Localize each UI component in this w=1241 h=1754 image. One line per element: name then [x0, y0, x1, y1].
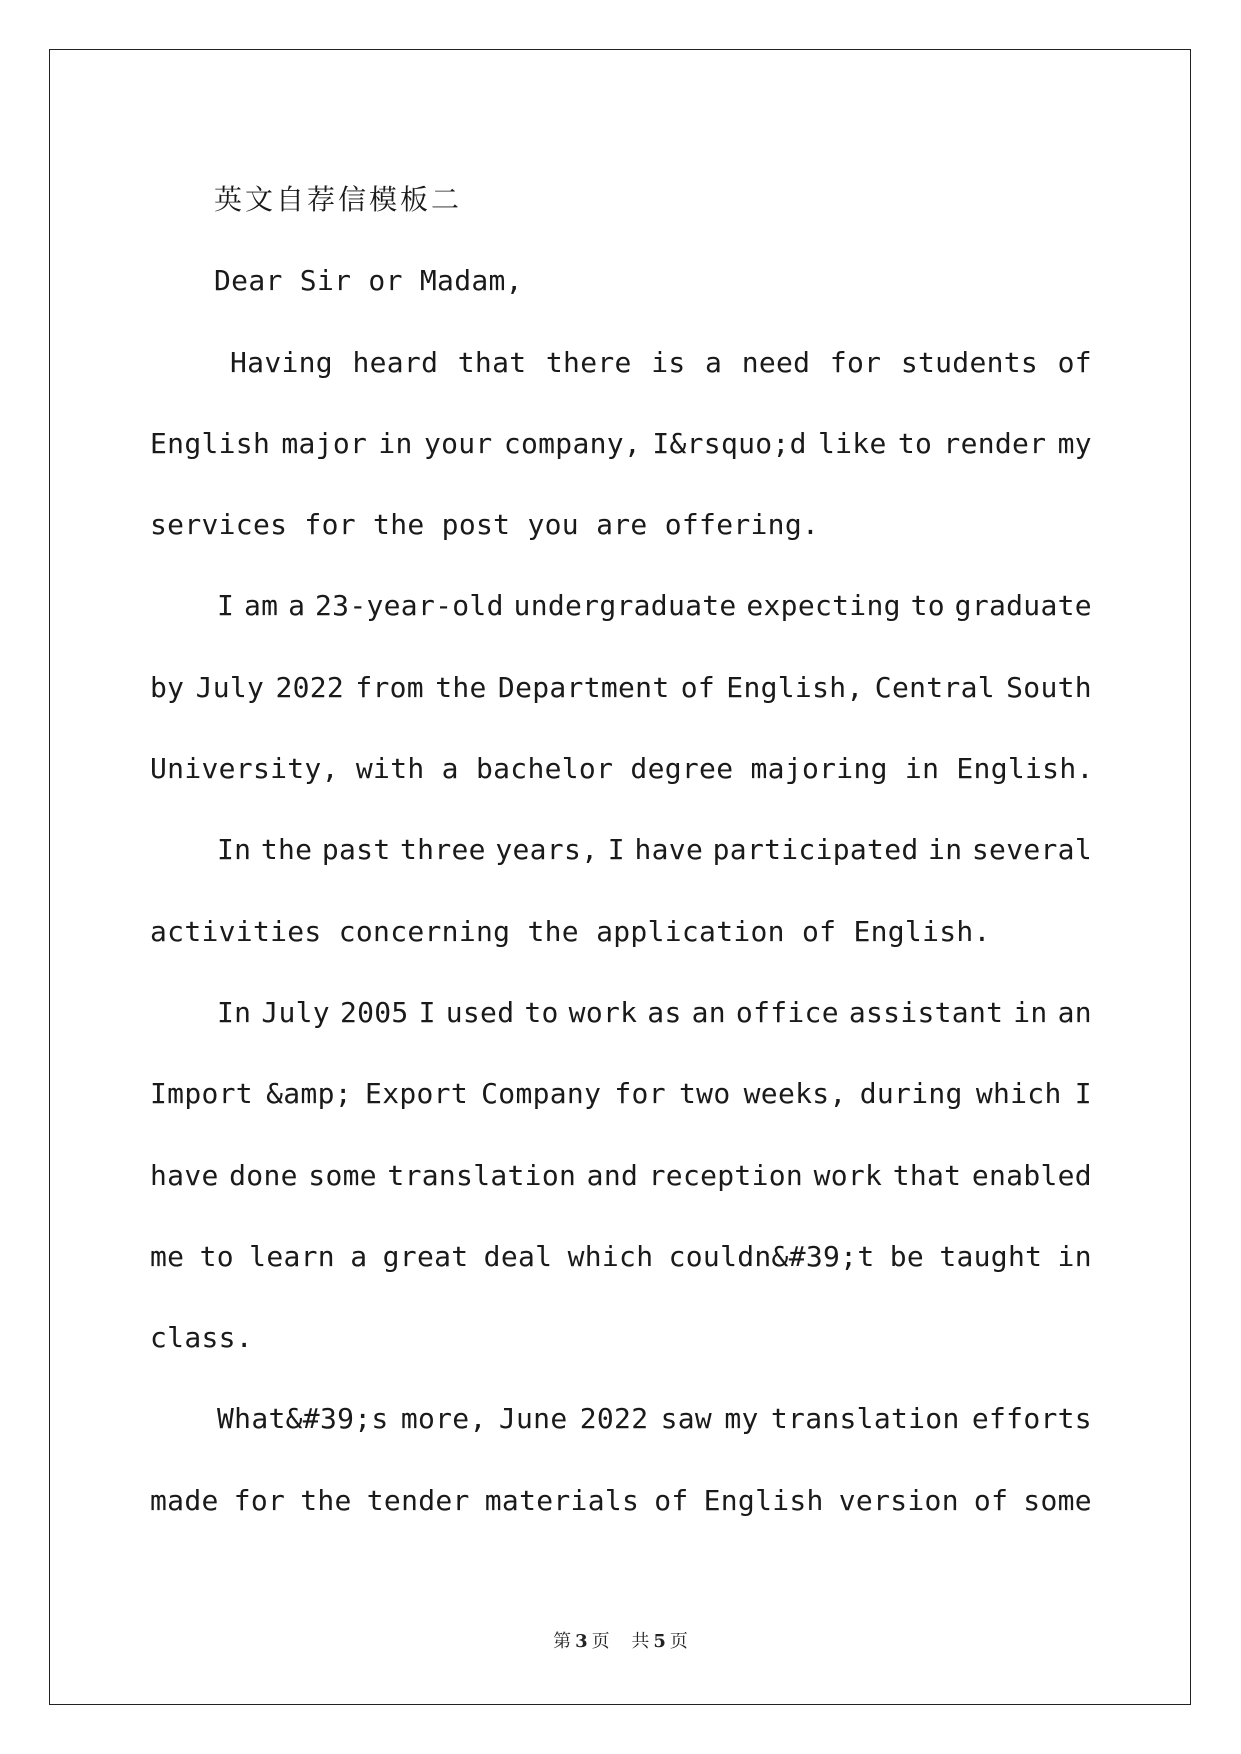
word: Central — [874, 670, 995, 704]
word: during — [859, 1077, 963, 1111]
word: that — [457, 345, 527, 379]
text-line — [150, 972, 1092, 1053]
word: version — [838, 1483, 959, 1517]
word: like — [817, 426, 887, 460]
word: for — [829, 345, 882, 379]
text-line — [150, 1216, 1092, 1297]
word: couldn&#39;t — [668, 1239, 875, 1273]
word: some — [1023, 1483, 1092, 1517]
word: English, — [726, 670, 864, 704]
word: &amp; — [266, 1077, 352, 1111]
word: In — [217, 995, 252, 1029]
salutation: Dear Sir or Madam, — [214, 264, 523, 298]
word: am — [243, 589, 279, 623]
text-line — [150, 403, 1092, 484]
word: weeks, — [743, 1077, 847, 1111]
justified-line — [150, 322, 1092, 403]
word: me — [150, 1239, 185, 1273]
word: translation — [770, 1402, 960, 1436]
word: Export — [365, 1077, 468, 1111]
word: be — [889, 1239, 925, 1273]
page-number — [549, 1631, 614, 1652]
text-line — [150, 1053, 1092, 1134]
word: July — [195, 670, 265, 704]
word: of — [1057, 345, 1092, 379]
word: enabled — [971, 1158, 1092, 1192]
word: the — [260, 833, 313, 867]
word: the — [435, 670, 487, 704]
word: render — [943, 426, 1047, 460]
word: heard — [352, 345, 439, 379]
word: more, — [400, 1402, 487, 1436]
word: Having — [230, 345, 333, 379]
word: What&#39;s — [217, 1402, 389, 1436]
word: July — [261, 995, 330, 1029]
word: Import — [150, 1077, 253, 1111]
document-title: 英文自荐信模板二 — [214, 183, 463, 216]
word: used — [445, 995, 515, 1029]
word: I — [607, 833, 625, 867]
word: in — [1013, 995, 1048, 1029]
word: and — [586, 1158, 639, 1192]
word: years, — [495, 833, 599, 867]
text-line — [150, 322, 1092, 403]
word: I — [1074, 1077, 1092, 1111]
word: that — [892, 1158, 962, 1192]
word: South — [1006, 670, 1092, 704]
word: a — [705, 345, 723, 379]
justified-line — [150, 1378, 1092, 1459]
word: assistant — [848, 995, 1004, 1029]
word: major — [281, 426, 368, 460]
justified-line — [150, 1135, 1092, 1216]
word: two — [679, 1077, 731, 1111]
word: office — [735, 995, 839, 1029]
line-text: University, with a bachelor degree majoring in English. — [150, 752, 1094, 786]
word: an — [1057, 995, 1092, 1029]
page-footer — [0, 1627, 1241, 1653]
line-text: services for the post you are offering. — [150, 508, 820, 542]
word: work — [568, 995, 638, 1029]
word: Company — [481, 1077, 602, 1111]
word: the — [300, 1483, 352, 1517]
word: from — [355, 670, 424, 704]
word: students — [900, 345, 1039, 379]
word: have — [150, 1158, 219, 1192]
word: need — [741, 345, 811, 379]
word: have — [634, 833, 704, 867]
justified-line — [150, 647, 1092, 728]
word: there — [545, 345, 632, 379]
word: past — [321, 833, 391, 867]
document-body — [150, 159, 1092, 1541]
page-total — [627, 1631, 692, 1652]
word: done — [229, 1158, 298, 1192]
word: 2005 — [339, 995, 409, 1029]
word: saw — [660, 1402, 713, 1436]
word: deal — [483, 1239, 553, 1273]
word: participated — [712, 833, 919, 867]
word: of — [654, 1483, 689, 1517]
word: a — [350, 1239, 368, 1273]
word: which — [567, 1239, 654, 1273]
word: 23-year-old — [315, 589, 504, 623]
text-line — [150, 1378, 1092, 1459]
justified-line — [150, 809, 1092, 890]
text-line — [150, 809, 1092, 890]
word: I — [418, 995, 436, 1029]
word: in — [378, 426, 413, 460]
word: English — [703, 1483, 824, 1517]
word: three — [400, 833, 486, 867]
word: by — [150, 670, 185, 704]
justified-line — [150, 1216, 1092, 1297]
word: translation — [387, 1158, 577, 1192]
text-line — [150, 647, 1092, 728]
justified-line — [150, 1460, 1092, 1541]
word: to — [897, 426, 933, 460]
word: your — [423, 426, 493, 460]
word: 2022 — [579, 1402, 649, 1436]
text-line — [150, 1297, 1092, 1378]
word: of — [680, 670, 716, 704]
word: an — [691, 995, 726, 1029]
justified-line — [150, 1053, 1092, 1134]
page-label-prefix: 第 — [553, 1631, 572, 1652]
total-pages: 5 — [653, 1631, 666, 1652]
word: for — [233, 1483, 286, 1517]
word: in — [928, 833, 963, 867]
justified-line — [150, 972, 1092, 1053]
word: to — [199, 1239, 234, 1273]
word: as — [647, 995, 682, 1029]
word: learn — [249, 1239, 335, 1273]
word: several — [971, 833, 1092, 867]
word: some — [308, 1158, 377, 1192]
word: Department — [497, 670, 670, 704]
total-label-prefix: 共 — [631, 1631, 650, 1652]
word: for — [614, 1077, 666, 1111]
total-label-suffix: 页 — [669, 1631, 688, 1652]
line-text: activities concerning the application of English. — [150, 914, 991, 948]
word: reception — [648, 1158, 804, 1192]
letter-body — [150, 322, 1092, 1541]
word: I — [217, 589, 235, 623]
justified-line — [150, 403, 1092, 484]
word: English — [150, 426, 271, 460]
word: in — [1057, 1239, 1092, 1273]
word: great — [382, 1239, 469, 1273]
text-line — [150, 891, 1092, 972]
word: expecting — [746, 589, 901, 623]
word: is — [651, 345, 686, 379]
word: my — [724, 1402, 759, 1436]
word: In — [217, 833, 252, 867]
word: to — [524, 995, 559, 1029]
word: tender — [366, 1483, 470, 1517]
word: a — [288, 589, 306, 623]
word: 2022 — [275, 670, 345, 704]
word: of — [973, 1483, 1009, 1517]
word: which — [975, 1077, 1062, 1111]
word: work — [813, 1158, 883, 1192]
word: graduate — [954, 589, 1092, 623]
word: to — [910, 589, 945, 623]
line-text: class. — [150, 1321, 253, 1355]
page-label-suffix: 页 — [591, 1631, 610, 1652]
text-line — [150, 484, 1092, 565]
word: taught — [939, 1239, 1043, 1273]
word: I&rsquo;d — [652, 426, 807, 460]
word: company, — [503, 426, 642, 460]
justified-line — [150, 565, 1092, 646]
text-line — [150, 1135, 1092, 1216]
word: efforts — [971, 1402, 1092, 1436]
word: my — [1057, 426, 1092, 460]
current-page: 3 — [575, 1631, 588, 1652]
text-line — [150, 728, 1092, 809]
text-line — [150, 565, 1092, 646]
word: undergraduate — [513, 589, 737, 623]
word: June — [498, 1402, 568, 1436]
text-line — [150, 1460, 1092, 1541]
word: materials — [484, 1483, 640, 1517]
word: made — [150, 1483, 219, 1517]
